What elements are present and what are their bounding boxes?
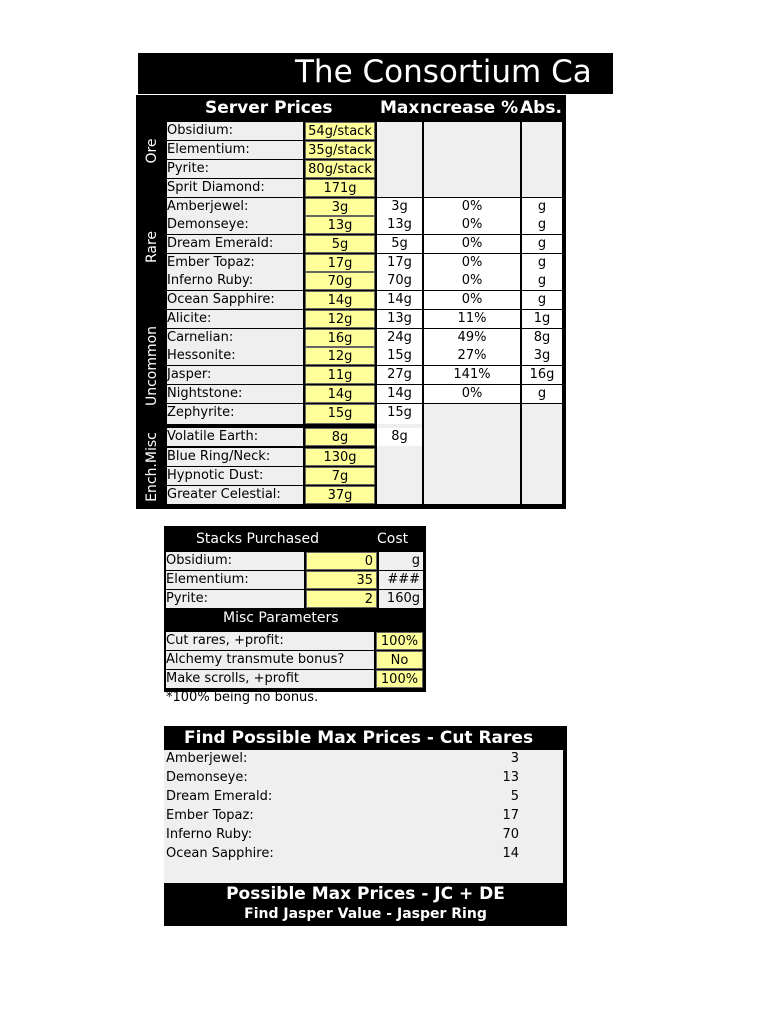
subheader-jasper: Find Jasper Value - Jasper Ring xyxy=(244,906,487,922)
stack-label: Pyrite: xyxy=(166,590,304,608)
abs-increase-cell: 8g xyxy=(522,329,562,347)
row-label: Ember Topaz: xyxy=(167,254,303,272)
increase-pct-cell: 0% xyxy=(424,198,520,216)
misc-param-label: Cut rares, +profit: xyxy=(166,632,374,650)
empty-cell xyxy=(522,404,562,424)
sheet-title-bar xyxy=(138,53,613,94)
header-jc-de: Possible Max Prices - JC + DE xyxy=(226,884,505,904)
group-label-ench-misc: Ench.Misc xyxy=(144,432,160,502)
row-label: Obsidium: xyxy=(167,122,303,140)
server-prices-table xyxy=(136,95,566,509)
row-label: Volatile Earth: xyxy=(167,428,303,446)
increase-pct-cell: 0% xyxy=(424,385,520,403)
group-label-ore: Ore xyxy=(144,138,160,164)
stack-label: Obsidium: xyxy=(166,552,304,570)
price-input[interactable]: 16g xyxy=(305,329,375,347)
price-input[interactable]: 5g xyxy=(305,235,375,253)
row-label: Pyrite: xyxy=(167,160,303,178)
stack-cost-cell: 160g xyxy=(379,590,423,608)
cut-rare-value: 17 xyxy=(502,808,519,823)
row-label: Elementium: xyxy=(167,141,303,159)
group-label-rare: Rare xyxy=(144,230,160,264)
row-label: Sprit Diamond: xyxy=(167,179,303,197)
increase-pct-cell: 0% xyxy=(424,254,520,272)
increase-pct-cell: 0% xyxy=(424,216,520,234)
cut-rare-label: Dream Emerald: xyxy=(166,789,273,804)
header-server-prices: Server Prices xyxy=(205,98,333,118)
row-label: Jasper: xyxy=(167,366,303,384)
sheet-title: The Consortium Ca xyxy=(295,54,592,90)
row-label: Hessonite: xyxy=(167,347,303,365)
abs-increase-cell: g xyxy=(522,254,562,272)
max-price-cell: 70g xyxy=(377,272,422,290)
price-input[interactable]: 3g xyxy=(305,198,375,216)
row-label: Alicite: xyxy=(167,310,303,328)
increase-pct-cell: 49% xyxy=(424,329,520,347)
empty-cell xyxy=(522,179,562,197)
max-price-cell: 27g xyxy=(377,366,422,384)
price-input[interactable]: 17g xyxy=(305,254,375,272)
abs-increase-cell: g xyxy=(522,385,562,403)
max-price-cell: 3g xyxy=(377,198,422,216)
cut-rares-table xyxy=(164,726,567,926)
price-input[interactable]: 12g xyxy=(305,310,375,328)
misc-param-input[interactable]: No xyxy=(376,651,423,669)
empty-cell xyxy=(424,179,520,197)
header-cut-rares: Find Possible Max Prices - Cut Rares xyxy=(184,728,534,748)
misc-param-label: Alchemy transmute bonus? xyxy=(166,651,374,669)
price-input[interactable]: 14g xyxy=(305,385,375,403)
price-input[interactable]: 37g xyxy=(305,486,375,504)
stack-cost-cell: ### xyxy=(379,571,423,589)
misc-param-input[interactable]: 100% xyxy=(376,670,423,688)
increase-pct-cell: 141% xyxy=(424,366,520,384)
misc-param-label: Make scrolls, +profit xyxy=(166,670,374,688)
header-stacks-purchased: Stacks Purchased xyxy=(196,531,319,547)
header-increase: ncrease % xyxy=(420,98,519,118)
row-label: Ocean Sapphire: xyxy=(167,291,303,309)
row-label: Inferno Ruby: xyxy=(167,272,303,290)
row-label: Amberjewel: xyxy=(167,198,303,216)
price-input[interactable]: 171g xyxy=(305,179,375,197)
group-label-uncommon: Uncommon xyxy=(144,325,160,407)
cut-rare-value: 14 xyxy=(502,846,519,861)
max-price-cell: 15g xyxy=(377,347,422,365)
cut-rare-value: 70 xyxy=(502,827,519,842)
bonus-note: *100% being no bonus. xyxy=(166,690,319,705)
abs-increase-cell: g xyxy=(522,291,562,309)
increase-pct-cell: 11% xyxy=(424,310,520,328)
cut-rare-label: Demonseye: xyxy=(166,770,248,785)
stacks-purchased-table xyxy=(164,526,426,692)
stack-qty-input[interactable]: 2 xyxy=(306,590,377,608)
row-label: Blue Ring/Neck: xyxy=(167,448,303,466)
row-label: Dream Emerald: xyxy=(167,235,303,253)
max-price-cell: 13g xyxy=(377,310,422,328)
header-max: Max xyxy=(380,98,420,118)
header-abs: Abs. xyxy=(520,98,562,118)
max-price-cell: 17g xyxy=(377,254,422,272)
price-input[interactable]: 8g xyxy=(305,428,375,446)
price-input[interactable]: 70g xyxy=(305,272,375,290)
max-price-cell: 24g xyxy=(377,329,422,347)
cut-rare-label: Ember Topaz: xyxy=(166,808,254,823)
row-label: Zephyrite: xyxy=(167,404,303,424)
row-label: Hypnotic Dust: xyxy=(167,467,303,485)
price-input[interactable]: 130g xyxy=(305,448,375,466)
cut-rare-label: Amberjewel: xyxy=(166,751,248,766)
price-input[interactable]: 15g xyxy=(305,404,375,424)
max-price-cell: 14g xyxy=(377,291,422,309)
price-input[interactable]: 80g/stack xyxy=(305,160,375,178)
price-input[interactable]: 11g xyxy=(305,366,375,384)
stack-label: Elementium: xyxy=(166,571,304,589)
empty-cell xyxy=(424,404,520,424)
max-price-cell: 14g xyxy=(377,385,422,403)
misc-param-input[interactable]: 100% xyxy=(376,632,423,650)
cut-rare-value: 5 xyxy=(510,789,519,804)
abs-increase-cell: g xyxy=(522,198,562,216)
abs-increase-cell: g xyxy=(522,235,562,253)
cut-rare-value: 13 xyxy=(502,770,519,785)
increase-pct-cell: 0% xyxy=(424,291,520,309)
cut-rare-label: Inferno Ruby: xyxy=(166,827,253,842)
stack-cost-cell: g xyxy=(379,552,423,570)
price-input[interactable]: 14g xyxy=(305,291,375,309)
stack-qty-input[interactable]: 0 xyxy=(306,552,377,570)
max-price-cell: 13g xyxy=(377,216,422,234)
empty-max-block-ore xyxy=(377,122,422,197)
row-label: Nightstone: xyxy=(167,385,303,403)
max-price-cell: 5g xyxy=(377,235,422,253)
header-cost: Cost xyxy=(377,531,409,547)
row-label: Demonseye: xyxy=(167,216,303,234)
row-label: Greater Celestial: xyxy=(167,486,303,504)
row-label: Carnelian: xyxy=(167,329,303,347)
abs-increase-cell: g xyxy=(522,216,562,234)
abs-increase-cell: 3g xyxy=(522,347,562,365)
abs-increase-cell: 16g xyxy=(522,366,562,384)
header-misc-parameters: Misc Parameters xyxy=(223,610,339,626)
stack-qty-input[interactable]: 35 xyxy=(306,571,377,589)
max-price-cell: 8g xyxy=(377,428,422,446)
price-input[interactable]: 7g xyxy=(305,467,375,485)
price-input[interactable]: 35g/stack xyxy=(305,141,375,159)
increase-pct-cell: 0% xyxy=(424,272,520,290)
price-input[interactable]: 54g/stack xyxy=(305,122,375,140)
cut-rare-label: Ocean Sapphire: xyxy=(166,846,274,861)
max-price-cell: 15g xyxy=(377,404,422,424)
price-input[interactable]: 12g xyxy=(305,347,375,365)
increase-pct-cell: 27% xyxy=(424,347,520,365)
abs-increase-cell: g xyxy=(522,272,562,290)
price-input[interactable]: 13g xyxy=(305,216,375,234)
cut-rare-value: 3 xyxy=(510,751,519,766)
increase-pct-cell: 0% xyxy=(424,235,520,253)
abs-increase-cell: 1g xyxy=(522,310,562,328)
